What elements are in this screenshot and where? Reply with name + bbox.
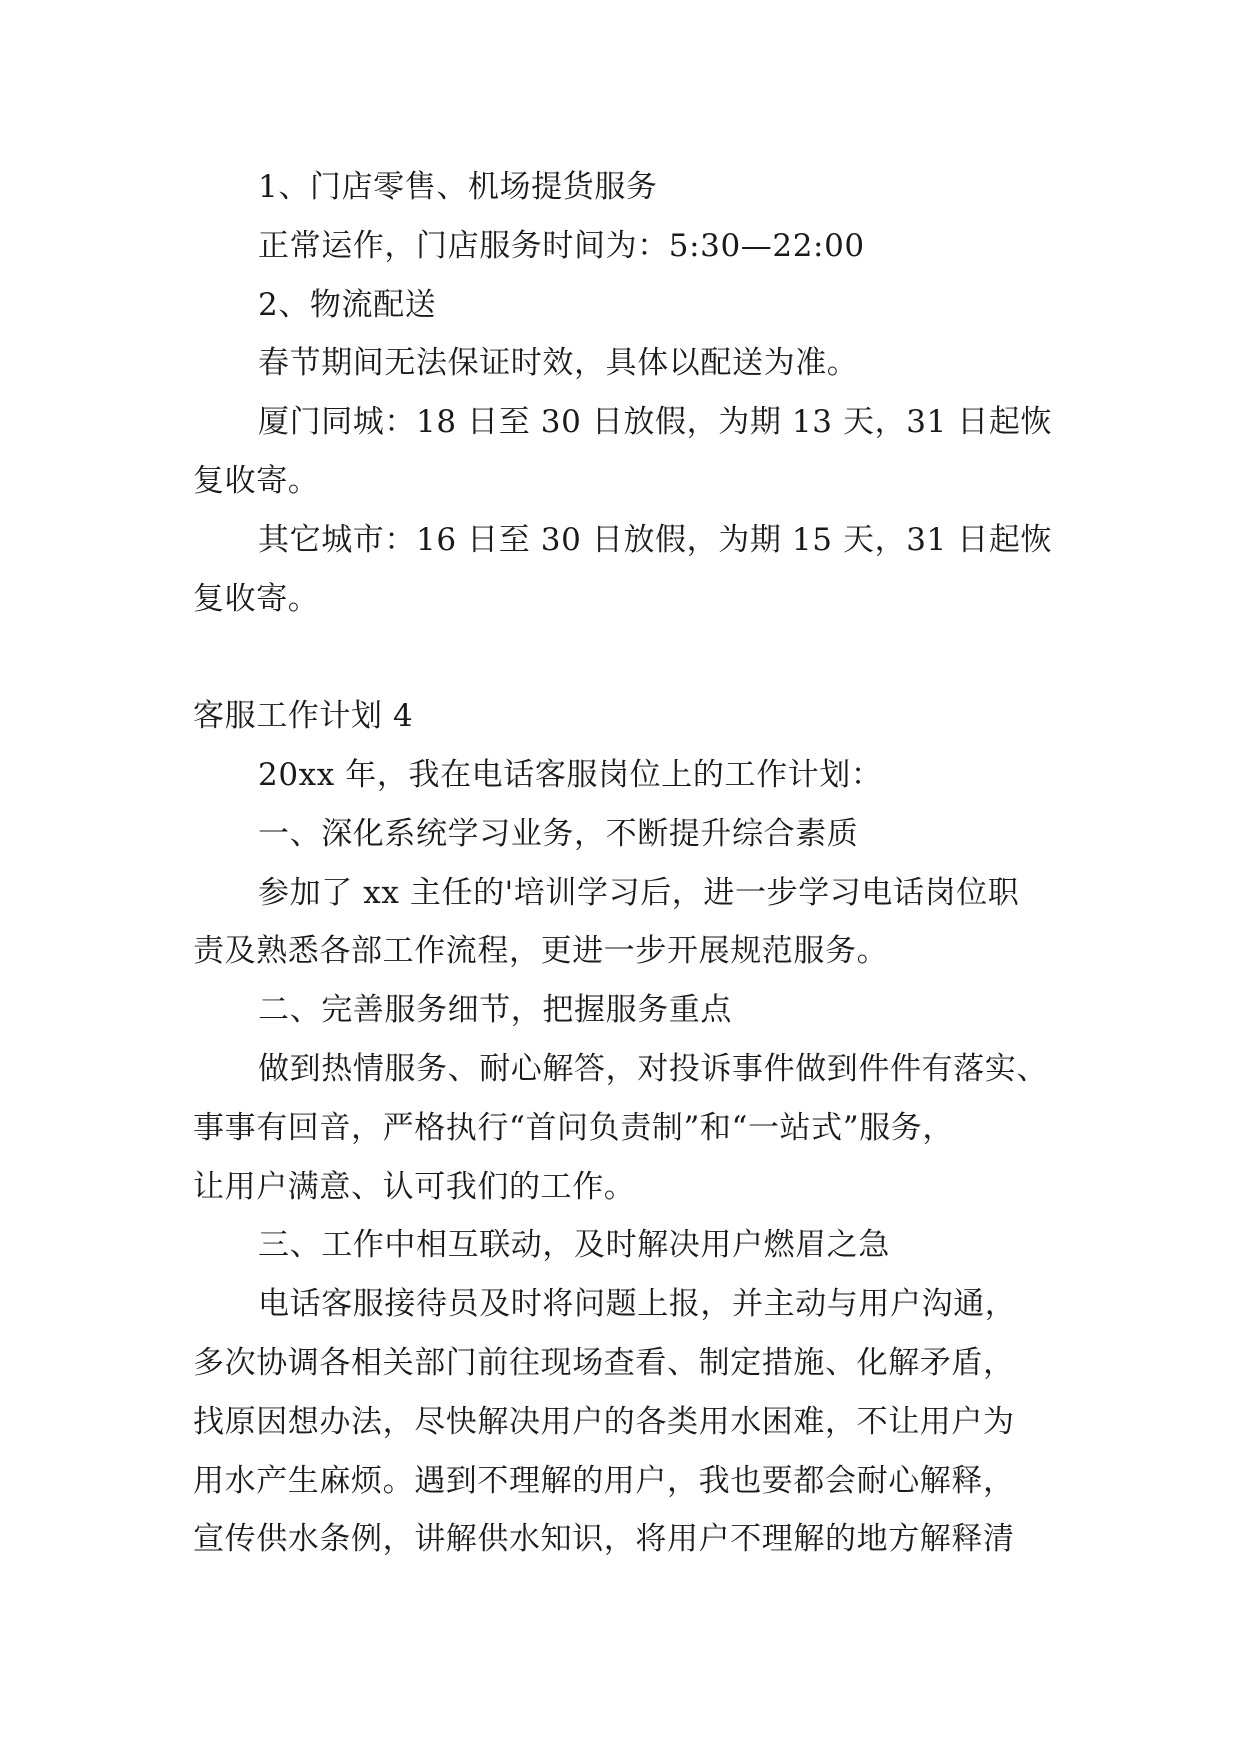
text-line: 一、深化系统学习业务，不断提升综合素质 xyxy=(258,815,859,852)
paragraph xyxy=(193,864,1073,982)
paragraph xyxy=(193,1040,1073,1216)
text-line: 多次协调各相关部门前往现场查看、制定措施、化解矛盾， xyxy=(193,1344,1015,1381)
text-line: 找原因想办法，尽快解决用户的各类用水困难，不让用户为 xyxy=(193,1403,1015,1440)
paragraph xyxy=(193,158,1073,217)
paragraph xyxy=(193,746,1073,805)
section-heading: 客服工作计划 4 xyxy=(193,698,414,735)
text-line: 正常运作，门店服务时间为：5:30—22:00 xyxy=(258,227,865,264)
text-line: 1、门店零售、机场提货服务 xyxy=(258,169,658,205)
text-line: 二、完善服务细节，把握服务重点 xyxy=(258,992,732,1029)
paragraph xyxy=(193,1216,1073,1275)
text-line: 做到热情服务、耐心解答，对投诉事件做到件件有落实、 xyxy=(258,1050,1048,1087)
text-line: 复收寄。 xyxy=(193,580,320,617)
paragraph xyxy=(193,217,1073,276)
paragraph xyxy=(193,276,1073,335)
document-body xyxy=(193,158,1073,1569)
paragraph xyxy=(193,334,1073,393)
text-line: 厦门同城：18 日至 30 日放假，为期 13 天，31 日起恢 xyxy=(258,404,1053,441)
blank-line xyxy=(193,628,1073,687)
text-line: 春节期间无法保证时效，具体以配送为准。 xyxy=(258,345,859,382)
text-line: 让用户满意、认可我们的工作。 xyxy=(193,1168,636,1205)
text-line: 用水产生麻烦。遇到不理解的用户，我也要都会耐心解释， xyxy=(193,1462,1015,1499)
text-line: 事事有回音，严格执行“首问负责制”和“一站式”服务， xyxy=(193,1109,954,1146)
paragraph xyxy=(193,981,1073,1040)
paragraph xyxy=(193,1275,1073,1569)
text-line: 责及熟悉各部工作流程，更进一步开展规范服务。 xyxy=(193,933,889,970)
paragraph xyxy=(193,511,1073,629)
paragraph xyxy=(193,805,1073,864)
text-line: 2、物流配送 xyxy=(258,286,437,323)
text-line: 参加了 xx 主任的'培训学习后，进一步学习电话岗位职 xyxy=(258,874,1020,911)
paragraph xyxy=(193,393,1073,511)
text-line: 20xx 年，我在电话客服岗位上的工作计划： xyxy=(258,756,883,793)
text-line: 复收寄。 xyxy=(193,462,320,499)
text-line: 电话客服接待员及时将问题上报，并主动与用户沟通， xyxy=(258,1286,1017,1323)
text-line: 三、工作中相互联动，及时解决用户燃眉之急 xyxy=(258,1227,890,1264)
text-line: 其它城市：16 日至 30 日放假，为期 15 天，31 日起恢 xyxy=(258,521,1053,558)
text-line: 宣传供水条例，讲解供水知识，将用户不理解的地方解释清 xyxy=(193,1521,1015,1558)
